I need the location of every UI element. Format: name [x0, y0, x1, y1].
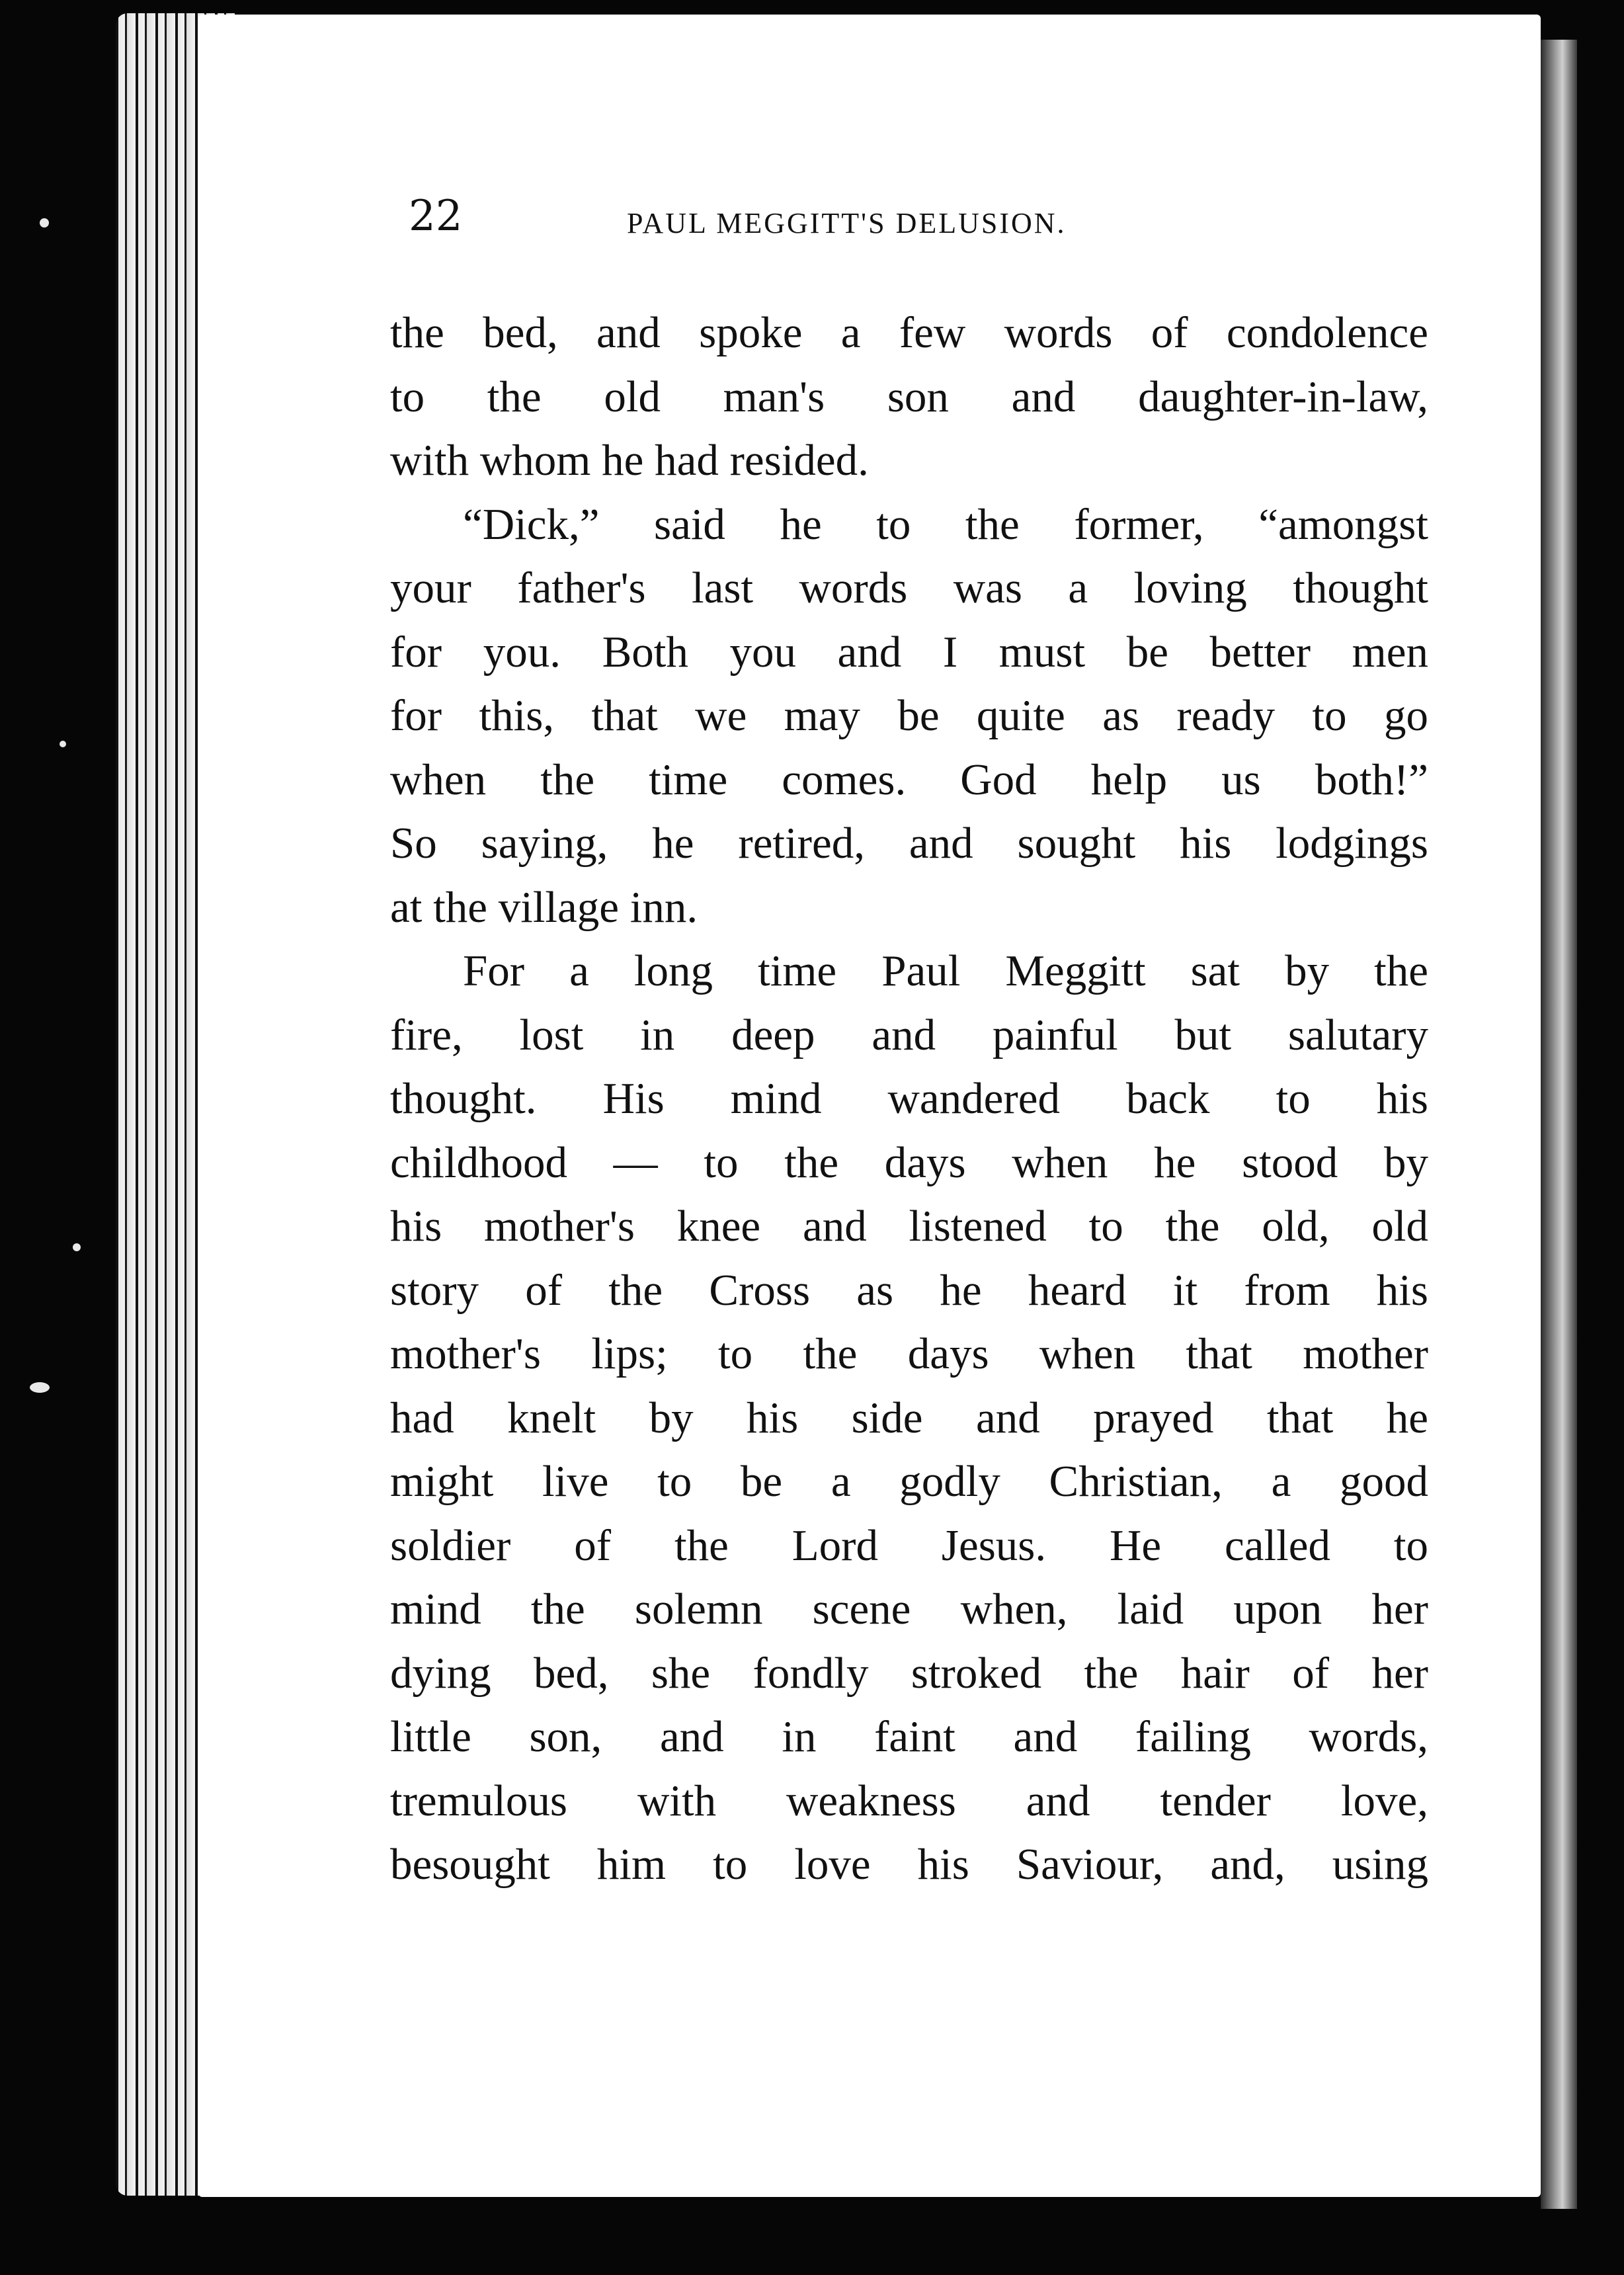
text-line: your father's last words was a loving thought [390, 563, 1428, 612]
binding-shadow [1541, 40, 1577, 2209]
text-line: thought. His mind wandered back to his [390, 1074, 1428, 1123]
text-line: his mother's knee and listened to the old, old [390, 1202, 1428, 1251]
text-line: besought him to love his Saviour, and, using [390, 1840, 1428, 1889]
text-line: for you. Both you and I must be better men [390, 627, 1428, 677]
text-line: childhood — to the days when he stood by [390, 1138, 1428, 1187]
text-line: the bed, and spoke a few words of condolence [390, 308, 1428, 357]
text-line: might live to be a godly Christian, a good [390, 1457, 1428, 1506]
dust-speck [40, 218, 49, 227]
text-line: “Dick,” said he to the former, “amongst [463, 499, 1428, 549]
text-line: tremulous with weakness and tender love, [390, 1776, 1428, 1825]
page-number: 22 [409, 192, 463, 241]
text-line: for this, that we may be quite as ready to go [390, 691, 1428, 740]
text-line: had knelt by his side and prayed that he [390, 1393, 1428, 1442]
text-line: little son, and in faint and failing words, [390, 1712, 1428, 1761]
body-text [390, 301, 1428, 1897]
text-line: dying bed, she fondly stroked the hair of her [390, 1648, 1428, 1698]
text-line: mother's lips; to the days when that mother [390, 1329, 1428, 1378]
dust-speck [30, 1382, 50, 1393]
text-line: soldier of the Lord Jesus. He called to [390, 1520, 1428, 1570]
text-line: For a long time Paul Meggitt sat by the [463, 946, 1428, 995]
text-line: mind the solemn scene when, laid upon her [390, 1585, 1428, 1634]
page-header [409, 192, 1202, 245]
text-line: when the time comes. God help us both!” [390, 755, 1428, 804]
text-line: at the village inn. [390, 882, 698, 932]
dust-speck [73, 1243, 81, 1251]
text-line: So saying, he retired, and sought his lodgings [390, 819, 1428, 868]
text-line: with whom he had resided. [390, 436, 869, 485]
text-line: fire, lost in deep and painful but salutary [390, 1010, 1428, 1059]
text-line: story of the Cross as he heard it from his [390, 1265, 1428, 1315]
text-line: to the old man's son and daughter-in-law, [390, 372, 1428, 421]
running-title: PAUL MEGGITT'S DELUSION. [627, 207, 1067, 239]
dust-speck [60, 741, 66, 747]
